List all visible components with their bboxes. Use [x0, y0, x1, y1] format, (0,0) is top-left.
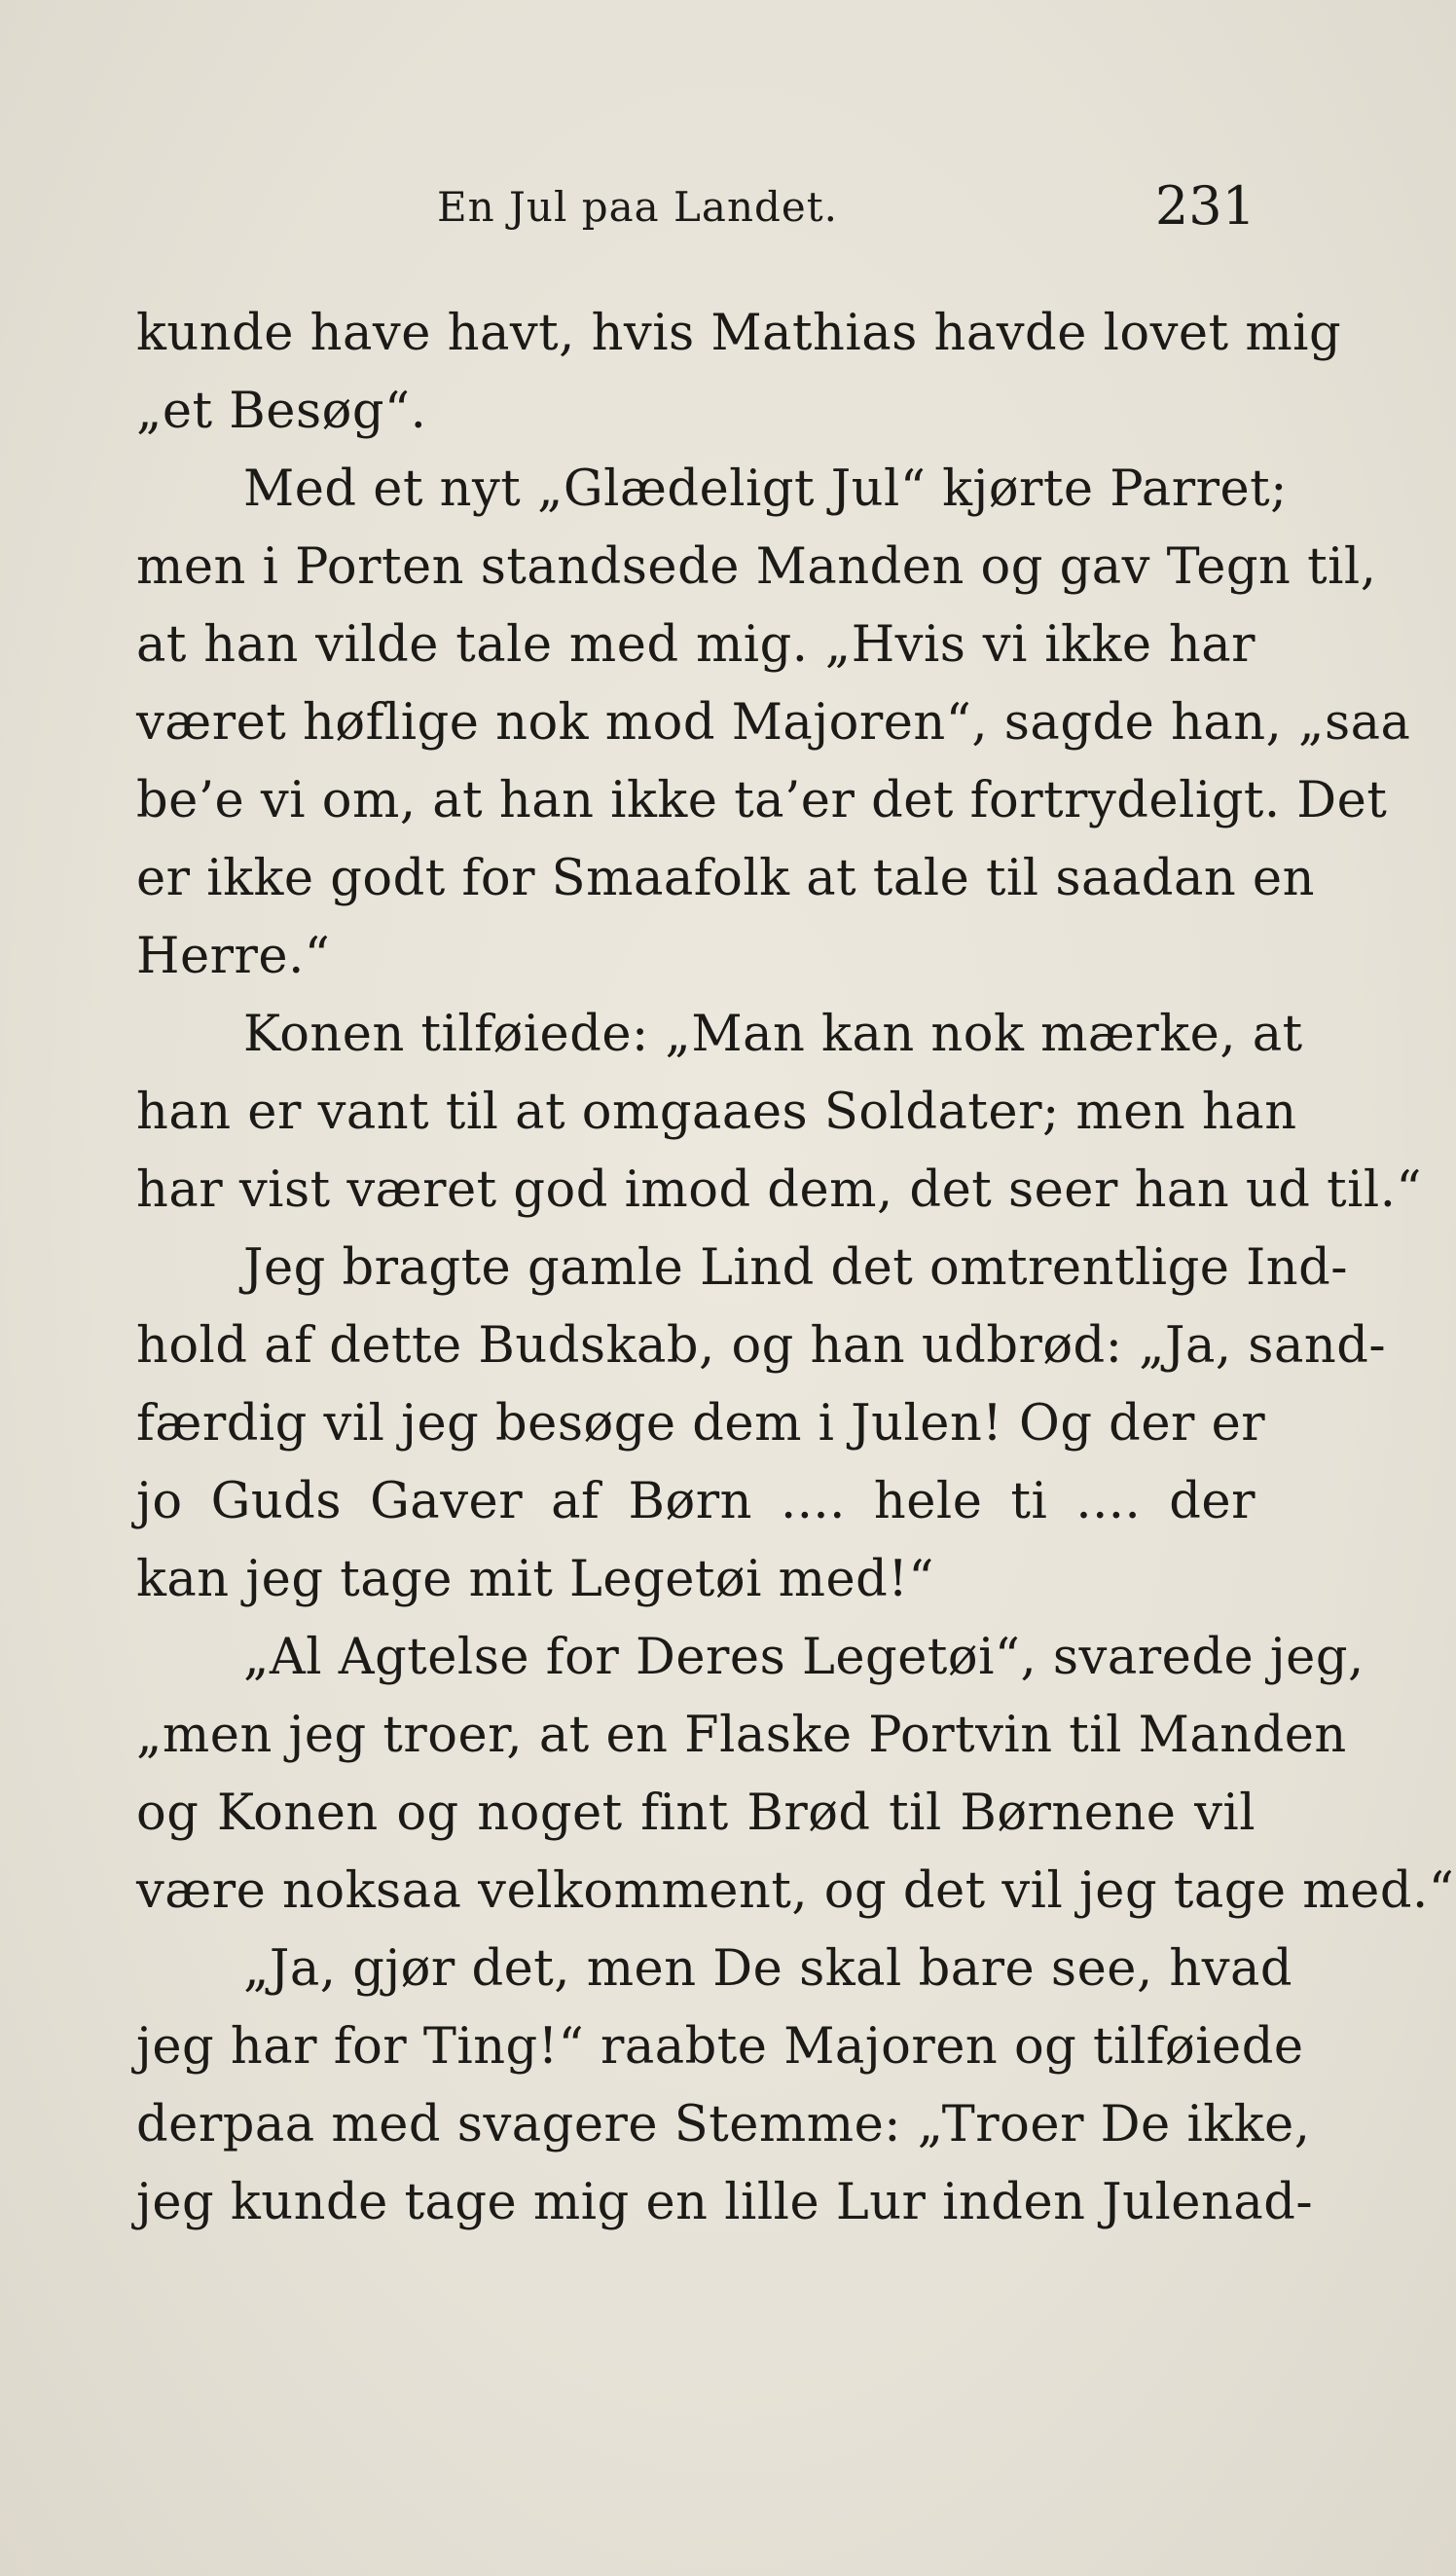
text-line: jeg har for Ting!“ raabte Majoren og tilføiede — [136, 2018, 1304, 2076]
text-line: kan jeg tage mit Legetøi med!“ — [136, 1551, 934, 1608]
text-line: derpaa med svagere Stemme: „Troer De ikke, — [136, 2096, 1311, 2153]
text-line: „et Besøg“. — [136, 383, 427, 440]
running-head — [136, 175, 1256, 243]
text-line: Jeg bragte gamle Lind det omtrentlige Ind- — [243, 1239, 1348, 1297]
text-line: Med et nyt „Glædeligt Jul“ kjørte Parret; — [243, 460, 1288, 518]
text-line: „men jeg troer, at en Flaske Portvin til Manden — [136, 1707, 1347, 1764]
text-line: kunde have havt, hvis Mathias havde lovet mig — [136, 305, 1342, 362]
text-line: er ikke godt for Smaafolk at tale til saadan en — [136, 850, 1315, 907]
page-number: 231 — [1154, 175, 1256, 237]
text-line: være noksaa velkomment, og det vil jeg tage med.“ — [136, 1862, 1455, 1920]
text-line: be’e vi om, at han ikke ta’er det fortrydeligt. Det — [136, 772, 1388, 829]
text-line: at han vilde tale med mig. „Hvis vi ikke har — [136, 616, 1256, 674]
text-line: „Al Agtelse for Deres Legetøi“, svarede jeg, — [243, 1629, 1365, 1686]
text-line: har vist været god imod dem, det seer han ud til.“ — [136, 1161, 1422, 1219]
text-line: jeg kunde tage mig en lille Lur inden Julenad- — [136, 2174, 1314, 2231]
text-line: hold af dette Budskab, og han udbrød: „Ja, sand- — [136, 1317, 1387, 1375]
text-line: og Konen og noget fint Brød til Børnene vil — [136, 1785, 1256, 1842]
text-line: været høflige nok mod Majoren“, sagde han, „saa — [136, 694, 1411, 752]
text-line: jo Guds Gaver af Børn .... hele ti .... der — [136, 1473, 1256, 1530]
text-line: han er vant til at omgaaes Soldater; men han — [136, 1084, 1297, 1141]
text-line: færdig vil jeg besøge dem i Julen! Og der er — [136, 1395, 1266, 1453]
body-text — [136, 295, 1455, 2242]
text-line: Herre.“ — [136, 928, 331, 985]
text-line: Konen tilføiede: „Man kan nok mærke, at — [243, 1006, 1303, 1063]
text-line: „Ja, gjør det, men De skal bare see, hvad — [243, 1940, 1293, 1998]
text-line: men i Porten standsede Manden og gav Tegn til, — [136, 538, 1377, 596]
running-title: En Jul paa Landet. — [437, 183, 838, 231]
